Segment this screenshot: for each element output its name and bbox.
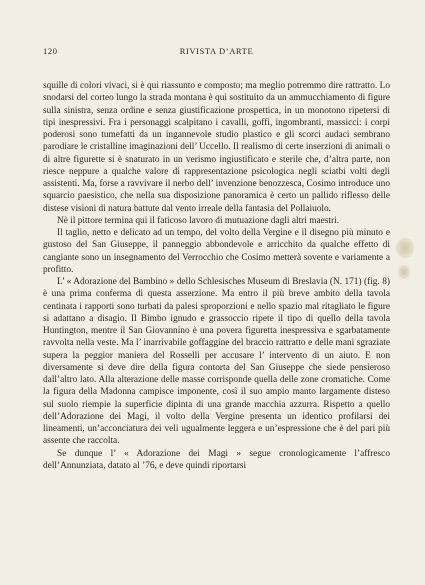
- paper-stain: [396, 238, 414, 258]
- paragraph: L’ « Adorazione del Bambino » dello Schlesisches Museum di Breslavia (N. 171) (fig. 8) è una prima conferma di questa asserzione. Ma entro il più breve ambito della tavola centinata i rapporti sono turbati da palesi sproporzioni e nello spazio mal ritagliato le figure si adattano a disagio. Il Bimbo ignudo e grassoccio ripete il tipo di quello della tavola Huntington, mentre il San Giovannino è una povera figuretta inespressiva e sgarbatamente ravvolta nella veste. Ma l’ inarrivabile goffaggine del braccio rattratto e delle mani sgraziate supera la peggior maniera del Rosselli per accusare l’ intervento di un aiuto. E non diversamente si deve dire della figura contorta del San Giuseppe che siede pensieroso dall’altro lato. Alla alterazione delle masse corrisponde quella delle zone cromatiche. Come la figura della Madonna campisce imponente, così il suo ampio manto largamente disteso sul suolo riempie la superficie dipinta di una grande macchia azzurra. Rispetto a quello dell’Adorazione dei Magi, il volto della Vergine presenta un identico profilarsi dei lineamenti, un’acconciatura dei veli ugualmente leggera e un’espressione che è del pari più assente che raccolta.: [43, 277, 390, 447]
- paragraph: Nè il pittore termina qui il faticoso lavoro di mutuazione dagli altri maestri.: [57, 215, 340, 226]
- paragraph: Il taglio, netto e delicato ad un tempo, del volto della Vergine e il disegno più minuto e gustoso del San Giuseppe, il panneggio abbondevole e arricchito da qualche effetto di cangiante sono un insegnamento del Verrocchio che Cosimo metterà sovente e variamente a profitto.: [43, 228, 390, 275]
- page-number: 120: [43, 46, 58, 56]
- paragraph: Se dunque l’ « Adorazione dei Magi » segue cronologicamente l’affresco dell’Annunziata, datato al ’76, e deve quindi riportarsi: [43, 448, 390, 471]
- paper-stain: [398, 265, 410, 279]
- running-header: [43, 46, 390, 60]
- running-title: RIVISTA D’ARTE: [179, 46, 254, 56]
- body-text: [43, 80, 390, 472]
- paragraph: squille di colori vivaci, si è qui riassunto e composto; ma meglio potremmo dire rattratto. Lo snodarsi del corteo lungo la strada montana è qui sostituito da un ammucchiamento di figure sulla sinistra, senza ordine e senza giustificazione prospettica, in un monotono ripetersi di tipi inespressivi. Fra i personaggi scalpitano i cavalli, goffi, ingombranti, massicci: i corpi poderosi sono tumefatti da un ingannevole studio plastico e gli scorci audaci sembrano parodiare le cristalline imaginazioni dell’ Uccello. Il realismo di certe inserzioni di animali o di altre figurette si è snaturato in un verismo ingiustificato e sterile che, d’altra parte, non riesce neppure a qualche valore di rappresentazione psicologica negli sciatbi volti degli assistenti. Ma, forse a ravvivare il nerbo dell’ invenzione benozzesca, Cosimo introduce uno squarcio paesistico, che nella sua disposizione panoramica è certo un pallido riflesso delle distese visioni di natura battute dal vento irreale della fantasia del Pollaiuolo.: [43, 81, 390, 214]
